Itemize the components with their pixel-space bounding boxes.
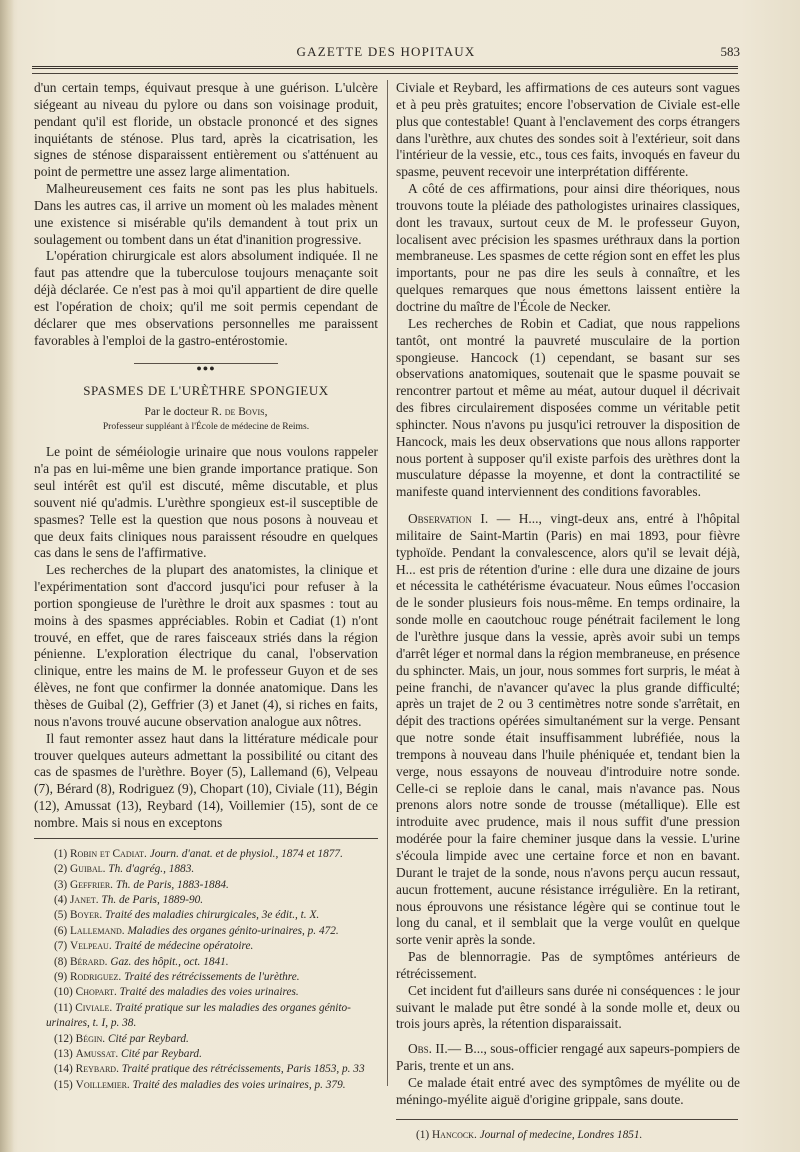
author-affiliation: Professeur suppléant à l'École de médecine de Reims. — [102, 421, 310, 433]
footnote-number: (8) — [54, 955, 68, 968]
paragraph: Cet incident fut d'ailleurs sans durée ni conséquences : le jour suivant le malade put être sondé à la sonde molle et, deux ou trois jours après, la rétention disparaissait. — [396, 982, 740, 1032]
footnote-author: Guibal. — [70, 863, 106, 876]
page-binding-shadow — [0, 0, 14, 1152]
paragraph: A côté de ces affirmations, pour ainsi dire théoriques, nous trouvons toute la pléiade des pathologistes urinaires classiques, dont les travaux, surtout ceux de M. le professeur Guyon, localisent avec précision les spasmes uréthraux dans la portion membraneuse. Les spasmes de cette région sont en effet les plus importants, pour ne pas dire les seuls à connaître, et les quelques remarques que nous émettons laissent entière la doctrine du maître de l'École de Necker. — [396, 181, 740, 314]
footnote — [34, 908, 378, 923]
footnote-author: Lallemand. — [70, 924, 125, 937]
footnote-author: Chopart. — [75, 986, 117, 999]
footnote — [34, 985, 378, 1000]
footnote-author: Robin et Cadiat. — [70, 847, 147, 860]
article-byline — [34, 405, 378, 420]
footnote-author: Geffrier. — [70, 878, 114, 891]
footnote — [34, 1016, 378, 1031]
footnote — [34, 955, 378, 970]
footnote — [34, 878, 378, 893]
journal-title: GAZETTE DES HOPITAUX — [296, 44, 476, 59]
footnote — [34, 939, 378, 954]
footnote — [34, 924, 378, 939]
footnote-rule — [34, 838, 378, 839]
footnote — [396, 1128, 740, 1143]
footnote-text: Cité par Reybard. — [121, 1048, 202, 1061]
footnote-number: (1) — [416, 1128, 430, 1141]
page-number: 583 — [720, 44, 740, 59]
footnote-text: Traité des maladies des voies urinaires, p. 379. — [132, 1078, 346, 1091]
footnote-number: (10) — [54, 986, 73, 999]
footnote-number: (4) — [54, 893, 68, 906]
footnote-number: (15) — [54, 1078, 73, 1091]
header-rule — [32, 73, 738, 74]
paragraph: Le point de séméiologie urinaire que nous voulons rappeler n'a pas en lui-même une bien grande importance pratique. Son seul intérêt est qu'il est discuté, même discutable, et plus souvent nié qu'admis. L'urèthre spongieux est-il susceptible de spasmes? Telle est la question que nous posons à nouveau et que deux faits cliniques nous paraissent résoudre en quelques cas dans le sens de l'affirmative. — [34, 444, 378, 561]
footnote — [34, 862, 378, 877]
paragraph: Malheureusement ces faits ne sont pas les plus habituels. Dans les autres cas, il arrive un moment où les malades mènent une existence si misérable qu'ils demandent à tout prix un soulagement ou tombent dans un état d'inanition progressive. — [34, 181, 378, 247]
paragraph: d'un certain temps, équivaut presque à une guérison. L'ulcère siégeant au niveau du pylore ou dans son voisinage produit, pendant qu'il est floride, un obstacle prononcé et des signes inquiétants de sténose. Plus tard, après la cicatrisation, les signes de sténose disparaissent entièrement ou s'atténuent au point de permettre une assez large alimentation. — [34, 80, 378, 180]
footnote-author: Hancock. — [432, 1128, 477, 1141]
paragraph: Les recherches de la plupart des anatomistes, la clinique et l'expérimentation sont d'accord jusqu'ici pour refuser à la portion spongieuse de l'urèthre le droit aux spasmes : tout au moins à des spasmes appréciables. Robin et Cadiat (1) n'ont trouvé, en effet, que de rares faisceaux striés dans la région pénienne. L'exploration électrique du canal, l'observation clinique, entre les mains de M. le professeur Guyon et de ses élèves, ne font que confirmer la donnée anatomique. Dans les thèses de Guibal (2), Geffrier (3) et Janet (4), si riches en faits, nous n'avons trouvé aucune observation analogue aux nôtres. — [34, 562, 378, 729]
footnote-number: (6) — [54, 924, 68, 937]
paragraph: Civiale et Reybard, les affirmations de ces auteurs sont vagues et à peu près gratuites; encore l'observation de Civiale est-elle plus que contestable! Quant à l'enclavement des corps étrangers dans l'urèthre, aux chutes des sondes soit à l'extérieur, soit dans l'intérieur de la vessie, etc., tous ces faits, invoqués en faveur du spasme, peuvent recevoir une interprétation différente. — [396, 80, 740, 180]
footnote-text: Traité des maladies chirurgicales, 3e édit., t. X. — [104, 909, 320, 922]
footnote-number: (1) — [54, 847, 68, 860]
paragraph: Il faut remonter assez haut dans la littérature médicale pour trouver quelques auteurs admettant la possibilité ou citant des cas de spasmes de l'urèthre. Boyer (5), Lallemand (6), Velpeau (7), Bérard (8), Rodriguez (9), Chopart (10), Civiale (11), Bégin (12), Amussat (13), Reybard (14), Voillemier (15), sont de ce nombre. Mais si nous en exceptons — [34, 730, 378, 830]
footnote-text: Th. de Paris, 1883-1884. — [115, 878, 229, 891]
footnote-author: Bégin. — [75, 1032, 106, 1045]
footnote — [34, 1062, 378, 1077]
footnote-text: Journal of medecine, Londres 1851. — [479, 1128, 643, 1141]
footnote-text: Traité des maladies des voies urinaires. — [119, 986, 299, 999]
header-double-rule — [32, 66, 738, 71]
footnote-author: Civiale. — [75, 1001, 113, 1014]
footnote-number: (2) — [54, 863, 68, 876]
footnote-number: (5) — [54, 909, 68, 922]
footnote — [34, 1001, 378, 1016]
footnote-number: (7) — [54, 940, 68, 953]
left-column — [34, 80, 378, 1093]
footnotes — [34, 847, 378, 1094]
footnote — [34, 970, 378, 985]
footnote — [34, 1032, 378, 1047]
footnote-author: Amussat. — [75, 1048, 119, 1061]
footnote-number: (12) — [54, 1032, 73, 1045]
footnote-text: Th. d'agrég., 1883. — [108, 863, 195, 876]
footnote-author: Boyer. — [70, 909, 103, 922]
footnote — [34, 893, 378, 908]
footnote-number: (9) — [54, 971, 68, 983]
footnote — [34, 1047, 378, 1062]
paragraph: Ce malade était entré avec des symptômes de myélite ou de méningo-myélite aiguë d'origine grippale, sans doute. — [396, 1074, 740, 1107]
footnote-number: (3) — [54, 878, 68, 891]
footnote-number: (14) — [54, 1063, 73, 1076]
footnote-author: Janet. — [70, 893, 99, 906]
footnote-number: (13) — [54, 1048, 73, 1061]
article-title: SPASMES DE L'URÈTHRE SPONGIEUX — [83, 382, 329, 398]
footnote-author: Voillemier. — [75, 1078, 130, 1091]
footnote — [34, 1078, 378, 1093]
footnote-number: (11) — [54, 1001, 73, 1014]
observation-1-label: Observation I. — [408, 511, 489, 527]
observation-2-text: — B..., sous-officier rengagé aux sapeurs-pompiers de Paris, trente et un ans. — [396, 1041, 740, 1074]
paragraph: L'opération chirurgicale est alors absolument indiquée. Il ne faut pas attendre que la tuberculose toujours menaçante soit déjà déclarée. Ce n'est pas à moi qu'il appartient de dire quelle est l'opération de choix; qu'il me soit permis cependant de déclarer que mes observations personnelles me paraissent favorables à l'emploi de la gastro-entérostomie. — [34, 248, 378, 348]
footnote-text: urinaires, t. I, p. 38. — [46, 1017, 137, 1030]
footnote-text: Gaz. des hôpit., oct. 1841. — [110, 955, 229, 968]
footnote-text: Traité pratique des rétrécissements, Paris 1853, p. 33 — [121, 1063, 365, 1076]
section-ornament — [34, 359, 378, 373]
observation-1 — [396, 511, 740, 949]
observation-2-label: Obs. II. — [408, 1041, 448, 1057]
column-divider — [387, 80, 388, 1086]
footnote-author: Rodriguez. — [70, 971, 122, 983]
footnote-text: Cité par Reybard. — [107, 1032, 189, 1045]
observation-2 — [396, 1041, 740, 1075]
footnote-author: Bérard. — [70, 955, 108, 968]
observation-1-text: — H..., vingt-deux ans, entré à l'hôpital militaire de Saint-Martin (Paris) en mai 1893, pour fièvre typhoïde. Pendant la convalescence, alors qu'il se levait déjà, H... est pris de rétention d'urine : elle dura une dizaine de jours et nécessita le cathétérisme évacuateur. Nous eûmes l'occasion de le sonder plusieurs fois nous-même. En temps ordinaire, la sonde molle en caoutchouc rouge pénétrait facilement le long de l'urèthre jusque dans la vessie, après avoir subi un temps d'arrêt léger et normal dans la région membraneuse, en présence du sphincter. Mais, un jour, nous sommes fort surpris, le méat à peine franchi, de n'avancer qu'avec la plus grande difficulté; après un trajet de 2 ou 3 centimètres notre sonde s'arrêtait, en dépit des tractions opérées simultanément sur la verge. Pensant que notre sonde était insuffisamment lubréfiée, nous la trempons à nouveau dans l'huile phéniquée et, tendant bien la verge, nous essayons de nouveau d'introduire notre sonde. Celle-ci se reploie dans le canal, mais n'avance pas. Nous prenons alors notre sonde de trousse (métallique). Elle est introduite avec prudence, mais il nous suffit d'une pression modérée pour la faire cheminer jusque dans la vessie. L'urine s'écoula limpide avec une certaine force et non en bavant. Durant le trajet de la sonde, nous n'avons perçu aucun ressaut, aucun frottement, aucune résistance irrégulière. En la retirant, nous éprouvons une résistance légère qui se continue tout le long du canal, et il semblait que la verge voulût en quelque sorte venir après la sonde. — [396, 511, 740, 948]
paragraph: Pas de blennorragie. Pas de symptômes antérieurs de rétrécissement. — [396, 949, 740, 981]
byline-prefix: Par le docteur R. — [144, 406, 222, 419]
paragraph: Les recherches de Robin et Cadiat, que nous rappelions tantôt, ont montré la pauvreté musculaire de la portion spongieuse. Hancock (1) cependant, se basant sur ses observations anatomiques, soutenait que le spasme pouvait se rencontrer partout et même au méat, autour duquel il décrivait des fibres circulairement disposées comme un véritable petit sphincter. Nous n'avons pu jusqu'ici retrouver la disposition de Hancock, mais les deux observations que nous allons rapporter nous portent à supposer qu'il existe parfois des urèthres dont la musculature dépasse la moyenne, et dont la contractilité se manifeste quand interviennent des conditions favorables. — [396, 315, 740, 500]
footnote — [34, 847, 378, 862]
footnote-author: Reybard. — [75, 1063, 119, 1076]
footnote-text: Traité de médecine opératoire. — [114, 940, 254, 953]
footnote-text: Traité des rétrécissements de l'urèthre. — [124, 971, 300, 983]
footnote-text: Th. de Paris, 1889-90. — [101, 893, 204, 906]
ornament-dots-icon: ●●● — [193, 364, 218, 373]
author-name: de Bovis, — [224, 406, 268, 419]
running-header — [32, 44, 740, 64]
footnote-rule — [396, 1119, 738, 1120]
footnote-text: Journ. d'anat. et de physiol., 1874 et 1877. — [149, 847, 343, 860]
footnote-text: Maladies des organes génito-urinaires, p. 472. — [127, 924, 339, 937]
right-column — [396, 80, 740, 1143]
footnote-author: Velpeau. — [70, 940, 112, 953]
footnote-text: Traité pratique sur les maladies des organes génito- — [115, 1001, 351, 1014]
